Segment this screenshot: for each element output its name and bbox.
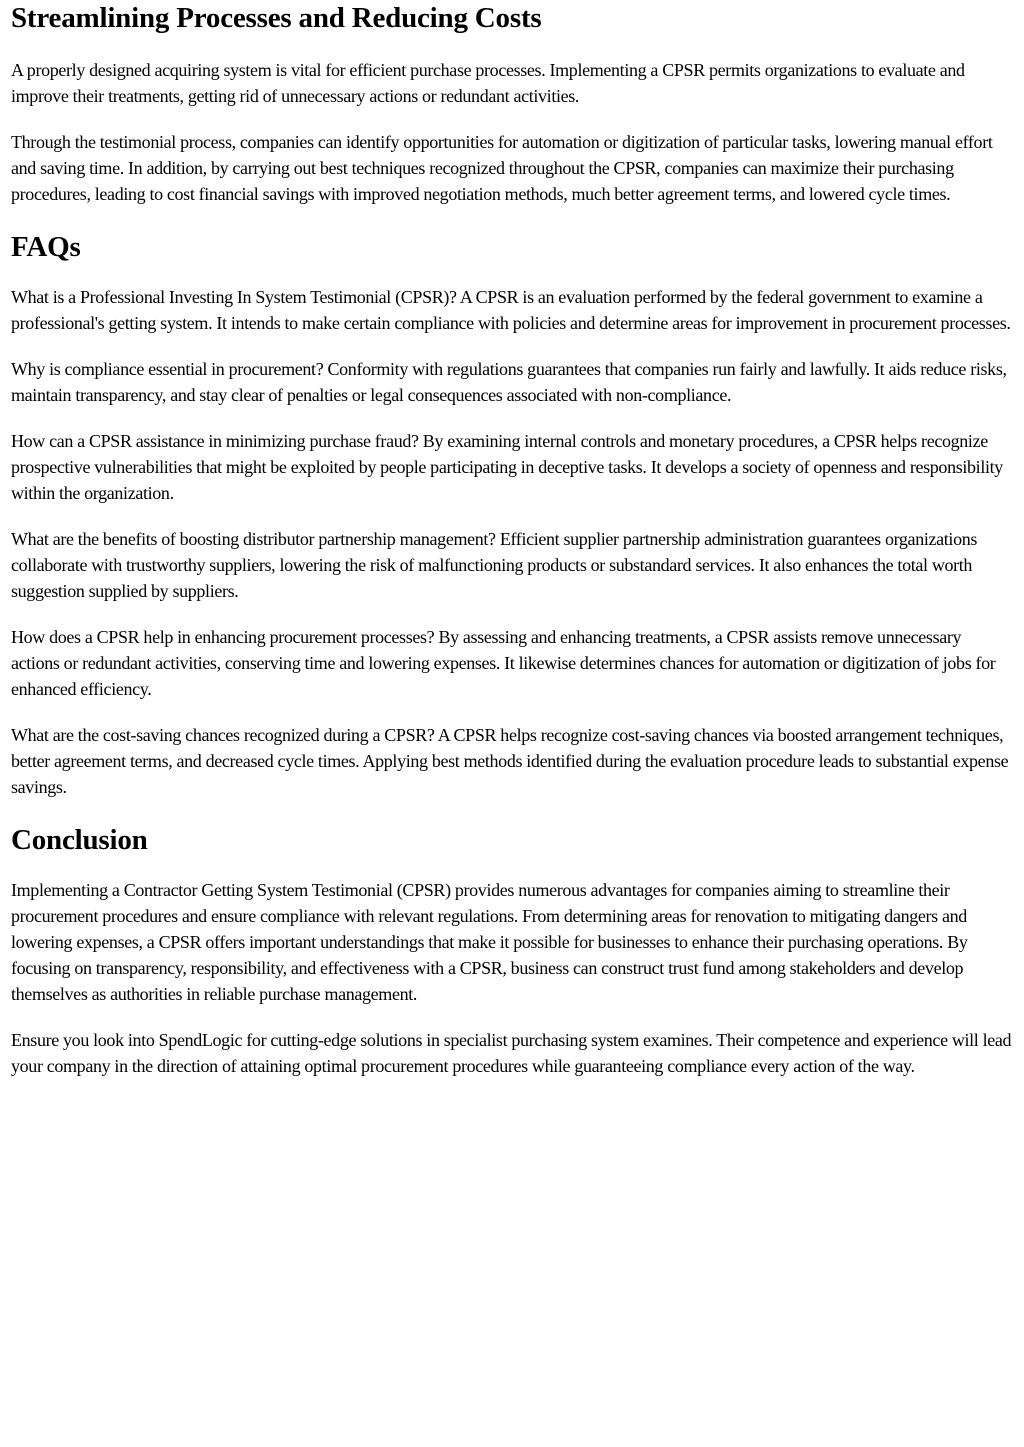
paragraph: Ensure you look into SpendLogic for cutting-edge solutions in specialist purchasing system examines. Their competence and experience will lead your company in the direction of attaining optimal procurement procedures while guaranteeing compliance every action of the way. <box>11 1030 1012 1076</box>
section-heading: Conclusion <box>11 824 148 856</box>
section-streamlining <box>11 1 1013 207</box>
faq-item: What are the benefits of boosting distributor partnership management? Efficient supplier partnership administration guarantees organizations collaborate with trustworthy suppliers, lowering the risk of malfunctioning products or substandard services. It also enhances the total worth suggestion supplied by suppliers. <box>11 529 978 601</box>
document-body <box>11 1 1013 1079</box>
faq-item: How can a CPSR assistance in minimizing purchase fraud? By examining internal controls and monetary procedures, a CPSR helps recognize prospective vulnerabilities that might be exploited by people participating in deceptive tasks. It develops a society of openness and responsibility within the organization. <box>11 431 1003 503</box>
faq-item: Why is compliance essential in procurement? Conformity with regulations guarantees that companies run fairly and lawfully. It aids reduce risks, maintain transparency, and stay clear of penalties or legal consequences associated with non-compliance. <box>11 359 1007 405</box>
section-heading: FAQs <box>11 231 81 263</box>
section-conclusion <box>11 823 1013 1079</box>
paragraph: Through the testimonial process, companies can identify opportunities for automation or digitization of particular tasks, lowering manual effort and saving time. In addition, by carrying out best techniques recognized throughout the CPSR, companies can maximize their purchasing procedures, leading to cost financial savings with improved negotiation methods, much better agreement terms, and lowered cycle times. <box>11 132 993 204</box>
faq-item: How does a CPSR help in enhancing procurement processes? By assessing and enhancing treatments, a CPSR assists remove unnecessary actions or redundant activities, conserving time and lowering expenses. It likewise determines chances for automation or digitization of jobs for enhanced efficiency. <box>11 627 996 699</box>
section-faqs <box>11 230 1013 800</box>
paragraph: A properly designed acquiring system is vital for efficient purchase processes. Implementing a CPSR permits organizations to evaluate and improve their treatments, getting rid of unnecessary actions or redundant activities. <box>11 60 965 106</box>
paragraph: Implementing a Contractor Getting System Testimonial (CPSR) provides numerous advantages for companies aiming to streamline their procurement procedures and ensure compliance with relevant regulations. From determining areas for renovation to mitigating dangers and lowering expenses, a CPSR offers important understandings that make it possible for businesses to enhance their purchasing operations. By focusing on transparency, responsibility, and effectiveness with a CPSR, business can construct trust fund among stakeholders and develop themselves as authorities in reliable purchase management. <box>11 880 968 1004</box>
faq-item: What are the cost-saving chances recognized during a CPSR? A CPSR helps recognize cost-saving chances via boosted arrangement techniques, better agreement terms, and decreased cycle times. Applying best methods identified during the evaluation procedure leads to substantial expense savings. <box>11 725 1009 797</box>
faq-item: What is a Professional Investing In System Testimonial (CPSR)? A CPSR is an evaluation performed by the federal government to examine a professional's getting system. It intends to make certain compliance with policies and determine areas for improvement in procurement processes. <box>11 287 1011 333</box>
section-heading: Streamlining Processes and Reducing Costs <box>11 2 542 34</box>
